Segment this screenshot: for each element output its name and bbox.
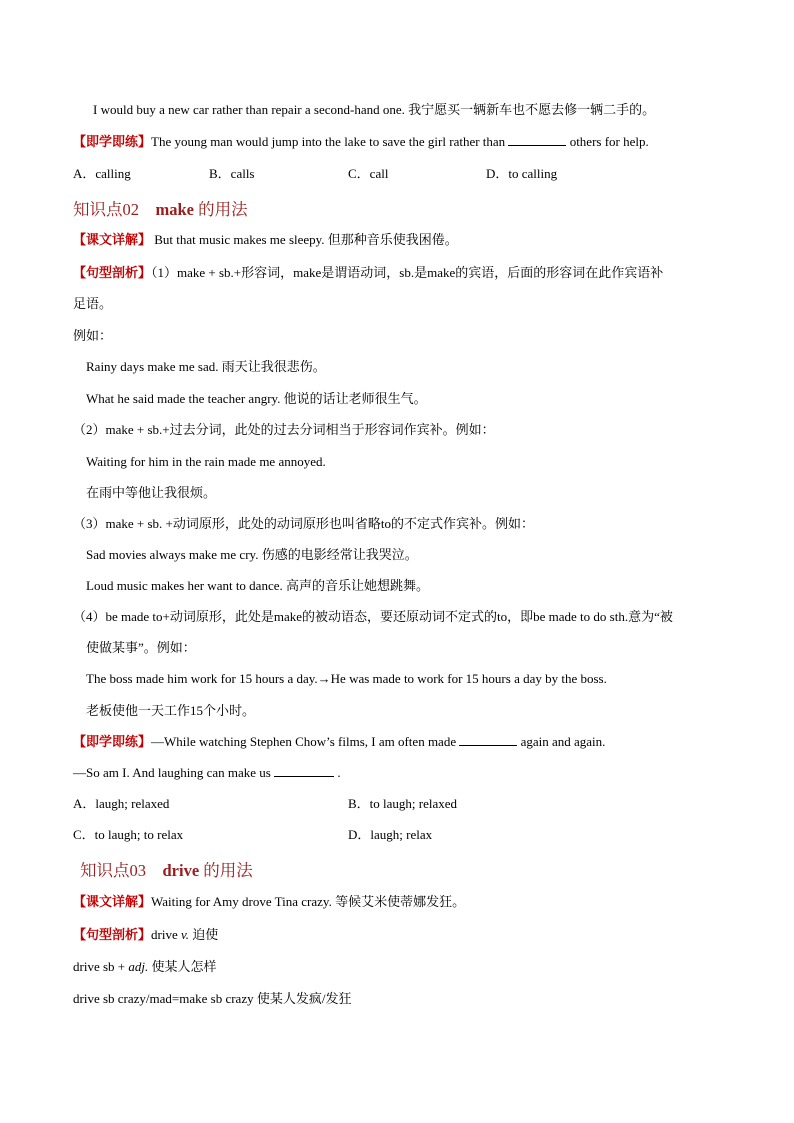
example-5: Loud music makes her want to dance. 高声的音乐让她想跳舞。 <box>86 578 429 593</box>
answer-blank <box>459 734 517 746</box>
part-of-speech: v. <box>180 927 190 942</box>
question-text-before: —While watching Stephen Chow’s films, I am often made <box>151 734 460 749</box>
practice2-question-1 <box>73 734 605 750</box>
example-3: Waiting for him in the rain made me annoyed. <box>86 454 326 469</box>
section-suffix: 的用法 <box>198 200 248 219</box>
analysis-text: drive <box>151 927 181 942</box>
practice-tag: 【即学即练】 <box>73 134 152 149</box>
option-d: D．to calling <box>486 166 558 181</box>
example-2: What he said made the teacher angry. 他说的话让老师很生气。 <box>86 391 427 406</box>
option-a: A．laugh; relaxed <box>73 796 170 811</box>
analysis-p1-line1: （1）make + sb.+形容词，make是谓语动词，sb.是make的宾语，后面的形容词在此作宾语补 <box>151 265 664 280</box>
question-text-after: again and again. <box>517 734 606 749</box>
section-number: 知识点02 <box>73 200 139 219</box>
example-3-cn: 在雨中等他让我很烦。 <box>86 485 217 500</box>
analysis-p3: （3）make + sb. +动词原形，此处的动词原形也叫省略to的不定式作宾补。例如： <box>73 516 534 531</box>
analysis-p1-line2: 足语。 <box>73 296 113 311</box>
option-b: B．to laugh; relaxed <box>348 796 458 811</box>
part-of-speech: adj. <box>128 959 149 974</box>
practice-tag: 【即学即练】 <box>73 734 152 749</box>
section-heading-02 <box>73 200 248 220</box>
detail-text: But that music makes me sleepy. 但那种音乐使我困倦。 <box>151 232 458 247</box>
example-label: 例如： <box>73 328 113 343</box>
section-suffix: 的用法 <box>203 861 253 880</box>
detail-tag: 【课文详解】 <box>73 894 152 909</box>
section-number: 知识点03 <box>80 861 146 880</box>
section-keyword: drive <box>162 861 200 880</box>
answer-blank <box>274 765 334 777</box>
analysis-tag: 【句型剖析】 <box>73 927 152 942</box>
analysis-p4-line2: 使做某事”。例如： <box>86 640 196 655</box>
analysis-line-1 <box>73 265 663 281</box>
analysis-line-1 <box>73 927 218 943</box>
example-4: Sad movies always make me cry. 伤感的电影经常让我哭泣。 <box>86 547 418 562</box>
option-c: C．to laugh; to relax <box>73 827 184 842</box>
option-a: A．calling <box>73 166 131 181</box>
analysis-line-3: drive sb crazy/mad=make sb crazy 使某人发疯/发狂 <box>73 991 352 1006</box>
detail-line <box>73 232 458 248</box>
analysis-p2: （2）make + sb.+过去分词，此处的过去分词相当于形容词作宾补。例如： <box>73 422 495 437</box>
option-d: D．laugh; relax <box>348 827 433 842</box>
practice2-question-2 <box>73 765 341 781</box>
question-text-after: . <box>334 765 341 780</box>
section-keyword: make <box>155 200 194 219</box>
question-text-before: —So am I. And laughing can make us <box>73 765 275 780</box>
practice1-question <box>73 134 649 150</box>
detail-text: Waiting for Amy drove Tina crazy. 等候艾米使蒂娜发狂。 <box>151 894 466 909</box>
detail-line <box>73 894 465 910</box>
pattern-text: drive sb + <box>73 959 129 974</box>
section-heading-03 <box>80 861 253 881</box>
analysis-tag: 【句型剖析】 <box>73 265 152 280</box>
example-6: The boss made him work for 15 hours a day.→He was made to work for 15 hours a day by the boss. <box>86 671 607 686</box>
intro-example: I would buy a new car rather than repair a second-hand one. 我宁愿买一辆新车也不愿去修一辆二手的。 <box>93 102 656 117</box>
analysis-p4-line1: （4）be made to+动词原形，此处是make的被动语态，要还原动词不定式的to，即be made to do sth.意为“被 <box>73 609 673 624</box>
answer-blank <box>508 134 566 146</box>
detail-tag: 【课文详解】 <box>73 232 152 247</box>
example-6-cn: 老板使他一天工作15个小时。 <box>86 703 256 718</box>
analysis-line-2 <box>73 959 217 975</box>
question-text-before: The young man would jump into the lake to save the girl rather than <box>151 134 509 149</box>
question-text-after: others for help. <box>566 134 649 149</box>
option-c: C．call <box>348 166 389 181</box>
example-1: Rainy days make me sad. 雨天让我很悲伤。 <box>86 359 326 374</box>
analysis-meaning: 迫使 <box>189 927 219 942</box>
option-b: B．calls <box>209 166 255 181</box>
pattern-meaning: 使某人怎样 <box>148 959 217 974</box>
